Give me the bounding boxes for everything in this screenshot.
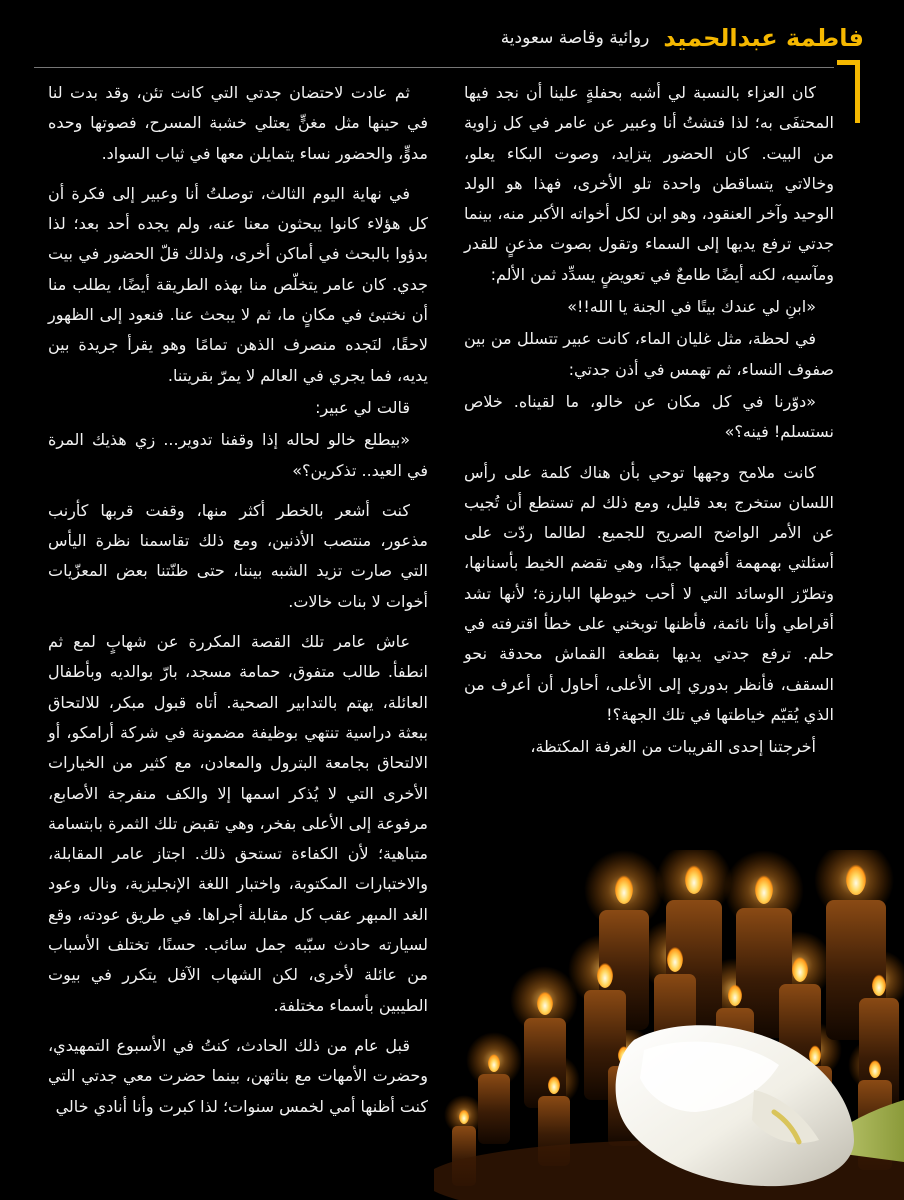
paragraph: كان العزاء بالنسبة لي أشبه بحفلةٍ علينا أن نجد فيها المحتفَى به؛ لذا فتشتُ أنا وعبير عن عامر في كل زاوية من البيت. كان الحضور يتزايد، وصوت البكاء يعلو، وخالاتي يتساقطن واحدة تلو الأخرى، فهذا هو الولد الوحيد وآخر العنقود، وهو ابن لكل أخواته الأكبر منه، بينما جدتي ترفع يديها إلى السماء وتقول بصوت مذعنٍ للقدر ومآسيه، لكنه أيضًا طامعٌ في تعويضٍ يسدِّد ثمن الألم:: [464, 83, 834, 284]
paragraph: ثم عادت لاحتضان جدتي التي كانت تئن، وقد بدت لنا في حينها مثل مغنٍّ يعتلي خشبة المسرح، فصوتها وحده مدوٍّ، والحضور نساء يتمايلن معها في ثياب السواد.: [48, 83, 428, 163]
candles-lily-image: [434, 850, 904, 1200]
paragraph: في نهاية اليوم الثالث، توصلتُ أنا وعبير إلى فكرة أن كل هؤلاء كانوا يبحثون معنا عنه، ولم يجده أحد بعد؛ لذا بدؤوا بالبحث في أماكن أخرى، ولذلك قلّ الحضور في بيت جدي. كان عامر يتخلّص منا بهذه الطريقة أيضًا، يطلب منا أن نختبئ في مكانٍ ما، ثم لا يبحث عنا. فنعود إلى الظهور لاحقًا، لنَجده منصرف الذهن تمامًا وهو يقرأ جريدة بين يديه، فما يجري في العالم لا يمرّ بقريتنا.: [48, 183, 428, 385]
article-column-right: [464, 78, 834, 763]
author-name: فاطمة عبدالحميد: [663, 24, 864, 52]
paragraph-quote: «بيطلع خالو لحاله إذا وقفنا تدوير... زي هذيك المرة في العيد.. تذكرين؟»: [48, 430, 428, 480]
corner-bracket-decoration: [837, 60, 860, 123]
paragraph: في لحظة، مثل غليان الماء، كانت عبير تتسلل من بين صفوف النساء، ثم تهمس في أذن جدتي:: [464, 329, 834, 379]
paragraph: أخرجتنا إحدى القريبات من الغرفة المكتظة،: [530, 737, 816, 757]
paragraph: قبل عام من ذلك الحادث، كنتُ في الأسبوع التمهيدي، وحضرت الأمهات مع بناتهن، بينما حضرت معي جدتي التي كنت أظنها أمي لخمس سنوات؛ لذا كبرت وأنا أنادي خالي: [48, 1035, 428, 1116]
candles-illustration: [434, 850, 904, 1200]
author-subtitle: روائية وقاصة سعودية: [500, 27, 650, 48]
paragraph: قالت لي عبير:: [315, 397, 410, 417]
header-rule: [34, 67, 834, 68]
paragraph-quote: «دوّرنا في كل مكان عن خالو، ما لقيناه. خلاص نستسلم! فينه؟»: [464, 391, 834, 442]
paragraph: عاش عامر تلك القصة المكررة عن شهابٍ لمع ثم انطفأ. طالب متفوق، حمامة مسجد، بارّ بوالديه وبأطفال العائلة، يهتم بالتدابير الصحية. أتاه قبول مبكر، للالتحاق ببعثة دراسية تنتهي بوظيفة مضمونة في شركة أرامكو، أو الالتحاق بجامعة البترول والمعادن، مع كثير من الخيارات الأخرى التي لا يُذكر اسمها إلا والكف منفرجة الأصابع، مرفوعة إلى الأعلى بفخر، وهي تقبض تلك الثمرة بابتسامة متباهية؛ لأن الكفاءة تستحق ذلك. اجتاز عامر المقابلة، والاختبارات المكتوبة، واختبار اللغة الإنجليزية، ونال وعود الغد المبهر عقب كل مقابلة أجراها. في طريق عودته، وقع لسيارته حادث سبّبه جمل سائب. حسنًا، تختلف الأسباب من عائلة لأخرى، لكن الشهاب الآفل يتكرر في بيوت الطيبين بأسماء مختلفة.: [48, 632, 428, 1015]
article-column-left: [48, 78, 428, 1122]
page-header: [40, 18, 864, 58]
paragraph-quote: «ابنِ لي عندك بيتًا في الجنة يا الله!!»: [567, 297, 816, 317]
paragraph: كانت ملامح وجهها توحي بأن هناك كلمة على رأس اللسان ستخرج بعد قليل، ومع ذلك لم تستطع أن تُجيب عن الأمر الواضح الصريح للجميع. لطالما ردّت على أسئلتي بهمهمة أفهمها جيدًا، وهي تقضم الخيط بأسنانها، وتطرّز الوسائد التي لا أحب خيوطها البارزة؛ لأنها تشد أقراطي وأنا نائمة، فأظنها توبخني على خطأ اقترفته في حلم. ترفع جدتي يديها بقطعة القماش محدقة نحو السقف، فأنظر بدوري إلى الأعلى، أحاول أن أعرف من الذي يُقيّم خياطتها في تلك الجهة؟!: [464, 462, 834, 724]
paragraph: كنت أشعر بالخطر أكثر منها، وقفت قربها كأرنب مذعور، منتصب الأذنين، ومع ذلك تقاسمنا نظرة اليأس التي صارت تزيد الشبه بيننا، حتى ظنّتنا بعض المعزّيات أخوات لا بنات خالات.: [48, 500, 428, 611]
